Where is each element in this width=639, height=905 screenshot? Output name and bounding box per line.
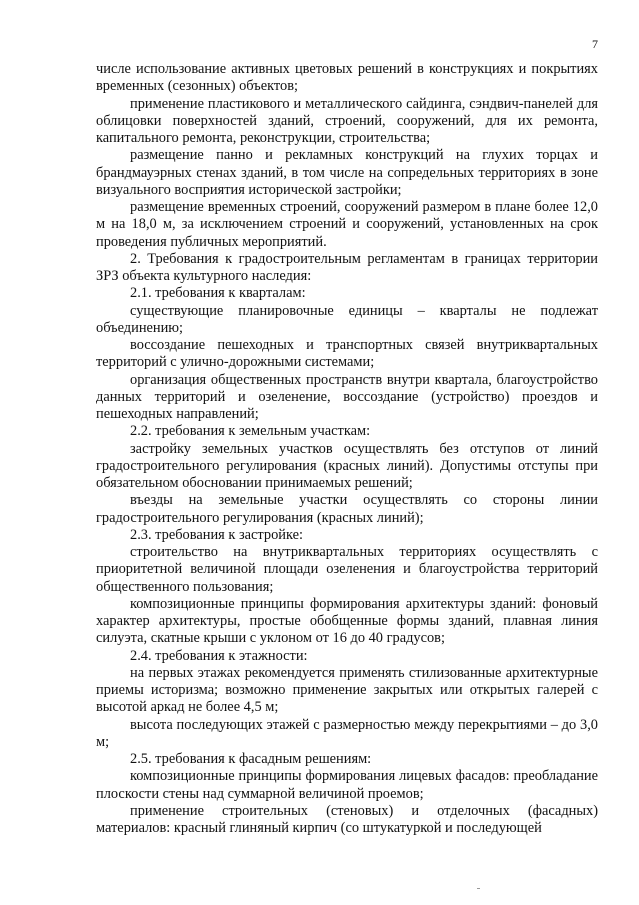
paragraph: высота последующих этажей с размерностью между перекрытиями – до 3,0 м; [96, 716, 598, 750]
paragraph: строительство на внутриквартальных территориях осуществлять с приоритетной величиной площади озеленения и благоустройства территорий общественного пользования; [96, 544, 598, 595]
subsection-heading: 2.4. требования к этажности: [130, 647, 308, 664]
paragraph: композиционные принципы формирования архитектуры зданий: фоновый характер архитектуры, простые обобщенные формы зданий, плавная линия силуэта, скатные крыши с уклоном от 16 до 40 градусов; [96, 595, 598, 647]
paragraph: размещение панно и рекламных конструкций на глухих торцах и брандмауэрных стенах зданий, в том числе на сопредельных территориях в зоне визуального восприятия исторической застройки; [96, 147, 598, 198]
paragraph: числе использование активных цветовых решений в конструкциях и покрытиях временных (сезонных) объектов; [96, 61, 598, 95]
paragraph: застройку земельных участков осуществлять без отступов от линий градостроительного регулирования (красных линий). Допустимы отступы при обязательном обосновании принимаемых решений; [96, 440, 598, 491]
paragraph: въезды на земельные участки осуществлять со стороны линии градостроительного регулирования (красных линий); [96, 492, 598, 526]
scan-speck [477, 888, 480, 889]
subsection-heading: 2.3. требования к застройке: [130, 526, 303, 543]
paragraph: композиционные принципы формирования лицевых фасадов: преобладание плоскости стены над суммарной величиной проемов; [96, 768, 598, 802]
section-heading: 2. Требования к градостроительным регламентам в границах территории ЗРЗ объекта культурного наследия: [96, 250, 598, 284]
paragraph: организация общественных пространств внутри квартала, благоустройство данных территорий и озеленение, воссоздание (устройство) проездов и пешеходных направлений; [96, 371, 598, 422]
document-body [96, 61, 598, 837]
paragraph: применение пластикового и металлического сайдинга, сэндвич-панелей для облицовки поверхностей зданий, строений, сооружений, для их ремонта, капитального ремонта, реконструкции, строительства; [96, 95, 598, 146]
paragraph: размещение временных строений, сооружений размером в плане более 12,0 м на 18,0 м, за исключением строений и сооружений, установленных на срок проведения публичных мероприятий. [96, 199, 598, 250]
paragraph: на первых этажах рекомендуется применять стилизованные архитектурные приемы историзма; возможно применение закрытых или открытых галерей с высотой аркад не более 4,5 м; [96, 664, 598, 716]
paragraph: применение строительных (стеновых) и отделочных (фасадных) материалов: красный глиняный кирпич (со штукатуркой и последующей [96, 802, 598, 836]
subsection-heading: 2.2. требования к земельным участкам: [130, 423, 371, 440]
paragraph: существующие планировочные единицы – кварталы не подлежат объединению; [96, 302, 598, 336]
page-number: 7 [592, 37, 598, 51]
subsection-heading: 2.1. требования к кварталам: [130, 285, 306, 302]
subsection-heading: 2.5. требования к фасадным решениям: [130, 751, 372, 767]
paragraph: воссоздание пешеходных и транспортных связей внутриквартальных территорий с улично-дорожными системами; [96, 337, 598, 371]
